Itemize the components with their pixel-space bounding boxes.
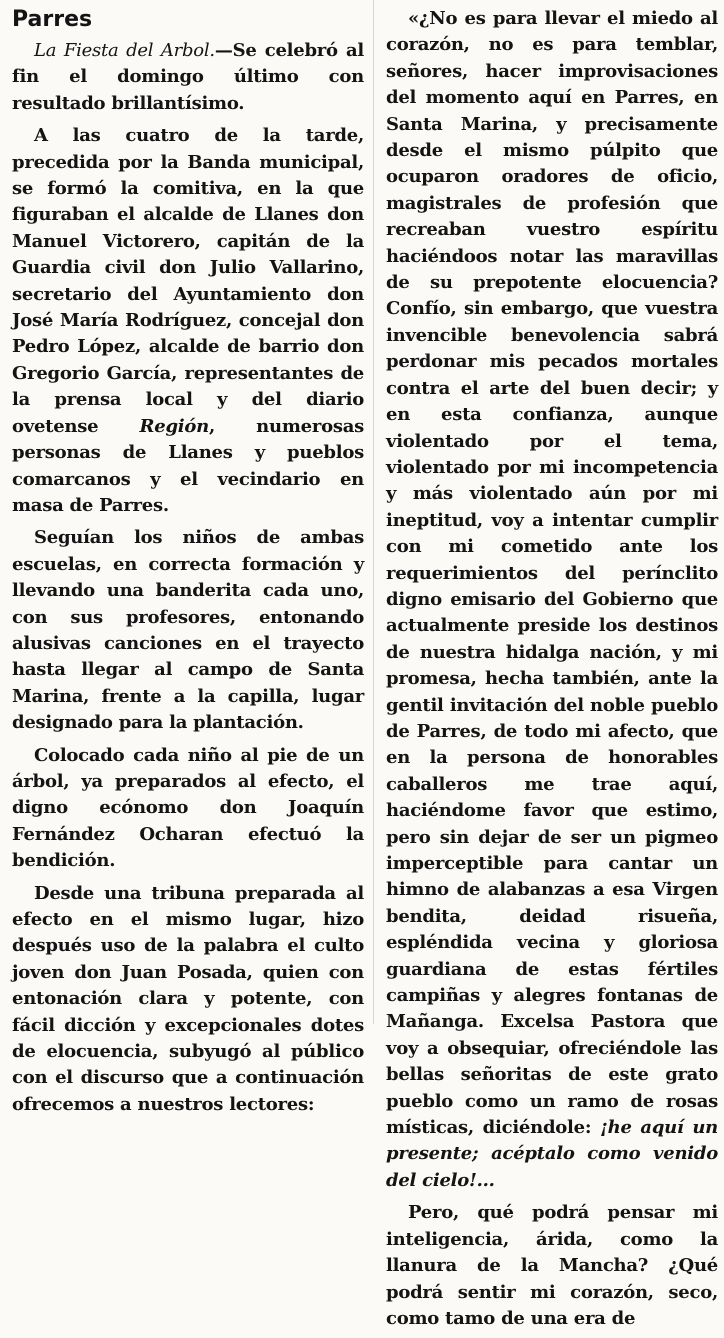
paragraph-text: A las cuatro de la tarde, precedida por la Banda municipal, se formó la comitiva, en la que figuraban el alcalde de Llanes don Manuel Victorero, capitán de la Guardia civil don Julio Vallarino, secretario del Ayuntamiento don José María Rodríguez, concejal don Pedro López, alcalde de barrio don Gregorio García, representantes de la prensa local y del diario ovetense bbox=[12, 125, 364, 437]
paragraph-ninos: Seguían los niños de ambas escuelas, en correcta formación y llevando una banderita cada uno, con sus profesores, entonando alusivas canciones en el trayecto hasta llegar al campo de Santa Marina, frente a la capilla, lugar designado para la plantación. bbox=[12, 527, 364, 734]
right-column bbox=[386, 6, 718, 1338]
paragraph-text: «¿No es para llevar el miedo al corazón, no es para temblar, señores, hacer improvisaciones del momento aquí en Parres, en Santa Marina, y precisamente desde el mismo púlpito que ocuparon oradores de oficio, magistrales de profesión que recreaban vuestro espíritu haciéndoos notar las maravillas de su prepotente elocuencia? Confío, sin embargo, que vuestra invencible benevolencia sabrá perdonar mis pecados mortales contra el arte del buen decir; y en esta confianza, aunque violentado por el tema, violentado por mi incompetencia y más violentado aún por mi ineptitud, voy a intentar cumplir con mi cometido ante los requerimientos del perínclito digno emisario del Gobierno que actualmente preside los destinos de nuestra hidalga nación, y mi promesa, hecha también, ante la gentil invitación del noble pueblo de Parres, de todo mi afecto, que en la persona de honorables caballeros me trae aquí, haciéndome favor que estimo, pero sin dejar de ser un pigmeo imperceptible para cantar un himno de alabanzas a esa Virgen bendita, deidad risueña, espléndida vecina y gloriosa guardiana de estas fértiles campiñas y alegres fontanas de Mañanga. Excelsa Pastora que voy a obsequiar, ofreciéndole las bellas señoritas de este grato pueblo como un ramo de rosas místicas, diciéndole: bbox=[386, 8, 718, 1139]
paragraph-bendicion: Colocado cada niño al pie de un árbol, ya preparados al efecto, el digno ecónomo don Joaquín Fernández Ocharan efectuó la bendición. bbox=[12, 744, 364, 872]
paragraph-tribuna: Desde una tribuna preparada al efecto en el mismo lugar, hizo después uso de la palabra el culto joven don Juan Posada, quien con entonación clara y potente, con fácil dicción y excepcionales dotes de elocuencia, subyugó al público con el discurso que a continuación ofrecemos a nuestros lectores: bbox=[12, 882, 364, 1115]
article-lead-title: La Fiesta del Arbol. bbox=[34, 40, 215, 61]
paragraph-fiesta-intro bbox=[12, 38, 364, 117]
quoted-exclamation: ¡he aquí un presente; acéptalo como venido del cielo!... bbox=[386, 1117, 718, 1191]
column-divider bbox=[373, 0, 374, 1024]
paragraph-inteligencia: Pero, qué podrá pensar mi inteligencia, árida, como la llanura de la Mancha? ¿Qué podrá sentir mi corazón, seco, como tamo de una era de bbox=[386, 1202, 718, 1329]
left-column bbox=[12, 6, 364, 1124]
newspaper-name: Región bbox=[139, 415, 209, 437]
paragraph-text: , numerosas personas de Llanes y pueblos comarcanos y el vecindario en masa de Parres. bbox=[12, 415, 364, 516]
paragraph-discurso bbox=[386, 6, 718, 1194]
section-heading: Parres bbox=[12, 7, 93, 32]
paragraph-text: —Se celebró al fin el domingo último con resultado brillantísimo. bbox=[12, 40, 365, 114]
paragraph-comitiva bbox=[12, 123, 364, 519]
